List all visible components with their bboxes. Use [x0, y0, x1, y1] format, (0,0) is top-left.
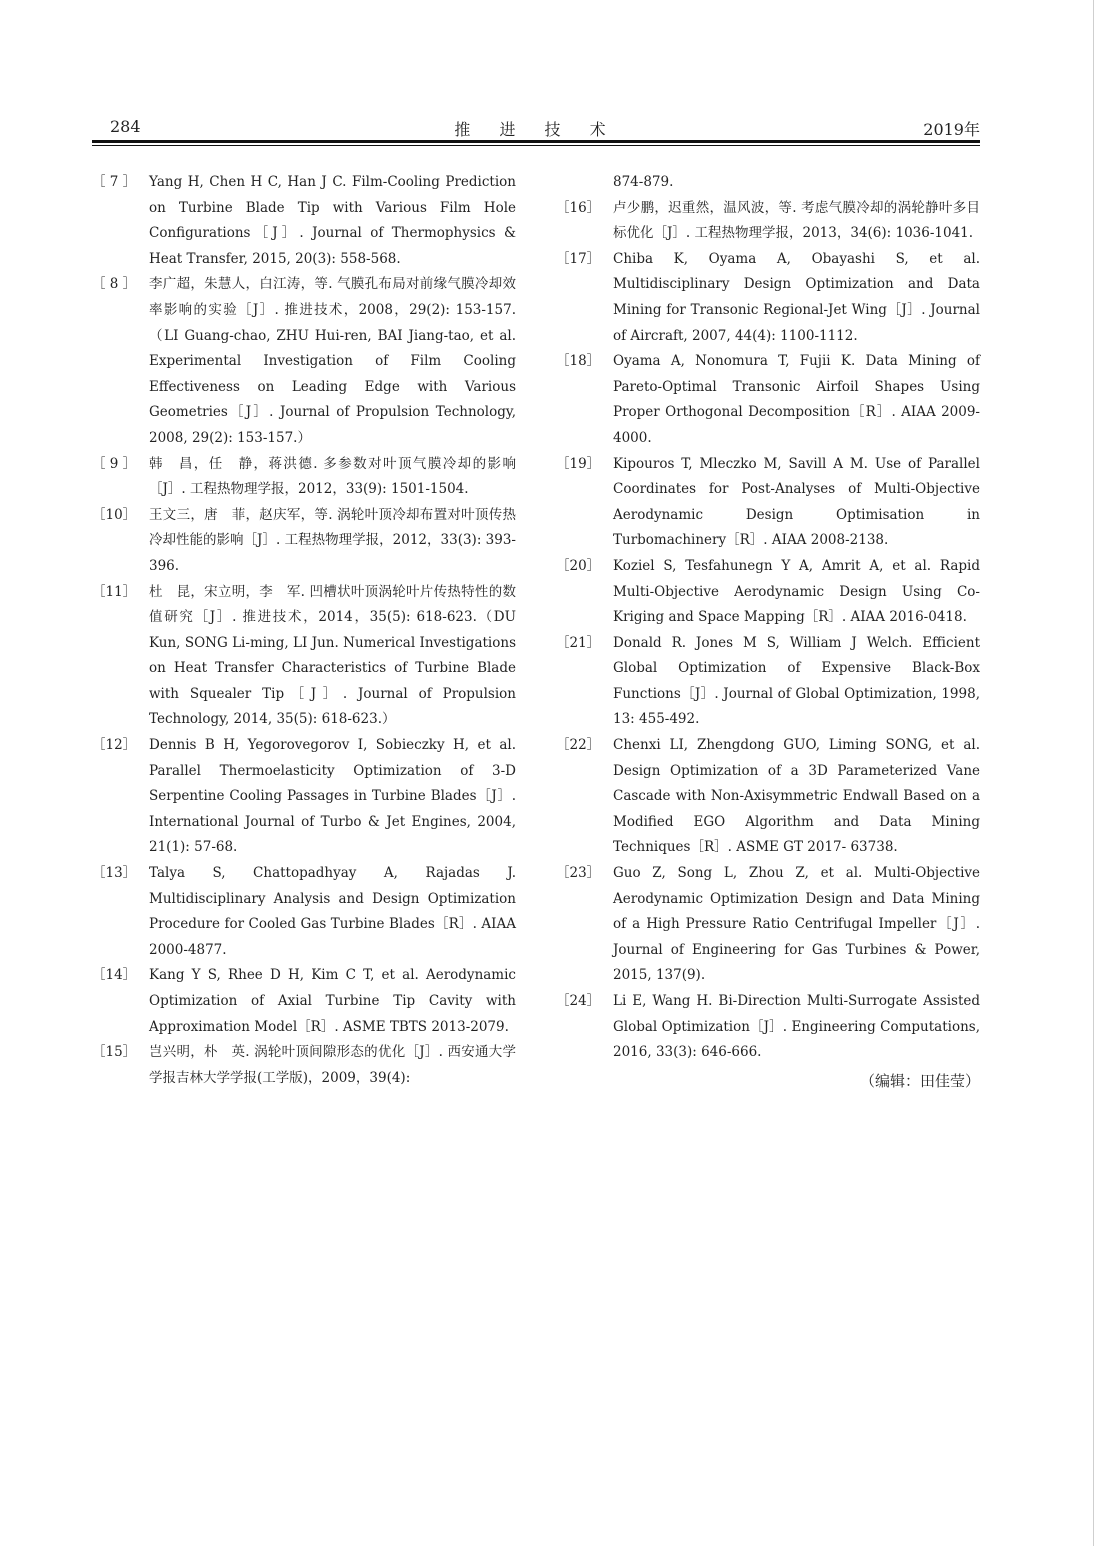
- reference-item: [92, 1040, 516, 1091]
- journal-title: 推 进 技 术: [454, 120, 618, 139]
- reference-number: ［23］: [556, 865, 601, 882]
- header-rule-thin: [92, 145, 980, 146]
- reference-text: Chenxi LI, Zhengdong GUO, Liming SONG, et al. Design Optimization of a 3D Parameterized Vane Cascade with Non-Axisymmetric Endwall Based on a Modified EGO Algorithm and Data Mining Techniques［R］. ASME GT 2017- 63738.: [613, 737, 980, 856]
- reference-text: Talya S, Chattopadhyay A, Rajadas J. Multidisciplinary Analysis and Design Optimization Procedure for Cooled Gas Turbine Blades［R］. AIAA 2000-4877.: [149, 865, 516, 958]
- reference-text: 杜 昆，宋立明，李 军. 凹槽状叶顶涡轮叶片传热特性的数值研究［J］. 推进技术，2014，35(5): 618-623.（DU Kun, SONG Li-ming, LI Jun. Numerical Investigations on Heat Transfer Characteristics of Turbine Blade with Squealer Tip［J］. Journal of Propulsion Technology, 2014, 35(5): 618-623.）: [149, 583, 516, 728]
- reference-item: [556, 554, 980, 631]
- reference-text: Chiba K, Oyama A, Obayashi S, et al. Multidisciplinary Design Optimization and Data Mining for Transonic Regional-Jet Wing［J］. Journal of Aircraft, 2007, 44(4): 1100-1112.: [613, 250, 980, 344]
- reference-number: ［20］: [556, 557, 601, 574]
- reference-text: 卢少鹏，迟重然，温风波，等. 考虑气膜冷却的涡轮静叶多目标优化［J］. 工程热物理学报，2013，34(6): 1036-1041.: [613, 199, 980, 242]
- reference-text: Oyama A, Nonomura T, Fujii K. Data Mining of Pareto-Optimal Transonic Airfoil Shapes Using Proper Orthogonal Decomposition［R］. AIAA 2009-4000.: [613, 353, 980, 446]
- reference-number: ［17］: [556, 250, 601, 267]
- reference-text: 874-879.: [613, 174, 674, 190]
- reference-text: Donald R. Jones M S, William J Welch. Efficient Global Optimization of Expensive Black-Box Functions［J］. Journal of Global Optimization, 1998, 13: 455-492.: [613, 634, 980, 728]
- reference-number: ［12］: [92, 737, 137, 754]
- reference-number: ［24］: [556, 993, 601, 1009]
- left-column: [92, 170, 516, 1091]
- reference-item: [92, 272, 516, 451]
- page-number: 284: [110, 117, 141, 136]
- reference-number: ［19］: [556, 455, 601, 472]
- reference-item: [92, 733, 516, 861]
- reference-number: ［16］: [556, 199, 601, 216]
- running-header: [92, 114, 980, 138]
- reference-text: 李广超，朱慧人，白江涛，等. 气膜孔布局对前缘气膜冷却效率影响的实验［J］. 推进技术，2008，29(2): 153-157.（LI Guang-chao, ZHU Hui-ren, BAI Jiang-tao, et al. Experimental Investigation of Film Cooling Effectiveness on Leading Edge with Various Geometries［J］. Journal of Propulsion Technology, 2008, 29(2): 153-157.）: [149, 276, 516, 446]
- reference-number: ［10］: [92, 506, 137, 523]
- header-rule-thick: [92, 140, 980, 143]
- reference-number: ［ 8 ］: [92, 276, 137, 293]
- reference-text: Guo Z, Song L, Zhou Z, et al. Multi-Objective Aerodynamic Optimization Design and Data Mining of a High Pressure Ratio Centrifugal Impeller［J］. Journal of Engineering for Gas Turbines & Power, 2015, 137(9).: [613, 865, 980, 984]
- reference-item: [556, 861, 980, 989]
- reference-number: ［14］: [92, 967, 137, 984]
- reference-text: 韩 昌，任 静，蒋洪德. 多参数对叶顶气膜冷却的影响［J］. 工程热物理学报，2012，33(9): 1501-1504.: [149, 455, 516, 498]
- reference-item: [556, 247, 980, 349]
- reference-number: ［22］: [556, 737, 601, 754]
- reference-text: 王文三，唐 菲，赵庆军，等. 涡轮叶顶冷却布置对叶顶传热冷却性能的影响［J］. 工程热物理学报，2012，33(3): 393-396.: [149, 506, 516, 574]
- reference-number: ［21］: [556, 634, 601, 651]
- reference-number: ［ 9 ］: [92, 455, 137, 472]
- reference-item: [92, 963, 516, 1040]
- reference-item: [92, 503, 516, 580]
- reference-text: Dennis B H, Yegorovegorov I, Sobieczky H, et al. Parallel Thermoelasticity Optimization of 3-D Serpentine Cooling Passages in Turbine Blades［J］. International Journal of Turbo & Jet Engines, 2004, 21(1): 57-68.: [149, 737, 516, 856]
- reference-item: [556, 989, 980, 1066]
- right-column: [556, 170, 980, 1094]
- reference-text: Li E, Wang H. Bi-Direction Multi-Surrogate Assisted Global Optimization［J］. Engineering Computations, 2016, 33(3): 646-666.: [613, 993, 980, 1061]
- reference-number: ［13］: [92, 865, 137, 882]
- reference-item: [556, 733, 980, 861]
- issue-year: 2019年: [923, 120, 980, 139]
- page-edge: [1093, 0, 1094, 1546]
- reference-item: [556, 349, 980, 451]
- reference-item: [92, 580, 516, 734]
- reference-text: Kang Y S, Rhee D H, Kim C T, et al. Aerodynamic Optimization of Axial Turbine Tip Cavity with Approximation Model［R］. ASME TBTS 2013-2079.: [149, 967, 516, 1035]
- reference-text: 岂兴明，朴 英. 涡轮叶顶间隙形态的优化［J］. 西安通大学学报吉林大学学报(工学版)，2009，39(4):: [149, 1044, 516, 1086]
- reference-item: [556, 452, 980, 554]
- reference-number: ［18］: [556, 353, 601, 370]
- reference-number: ［ 7 ］: [92, 174, 137, 190]
- editor-credit: （编辑：田佳莹）: [859, 1071, 980, 1090]
- reference-item: [92, 452, 516, 503]
- reference-item: [92, 861, 516, 963]
- reference-number: ［11］: [92, 583, 137, 600]
- reference-item: [92, 170, 516, 272]
- reference-number: ［15］: [92, 1044, 137, 1061]
- reference-item: [556, 196, 980, 247]
- reference-item: [556, 631, 980, 733]
- reference-continuation: [556, 170, 980, 196]
- reference-text: Yang H, Chen H C, Han J C. Film-Cooling Prediction on Turbine Blade Tip with Various Film Hole Configurations［J］. Journal of Thermophysics & Heat Transfer, 2015, 20(3): 558-568.: [149, 174, 516, 267]
- reference-text: Kipouros T, Mleczko M, Savill A M. Use of Parallel Coordinates for Post-Analyses of Multi-Objective Aerodynamic Design Optimisation in Turbomachinery［R］. AIAA 2008-2138.: [613, 455, 980, 549]
- reference-text: Koziel S, Tesfahunegn Y A, Amrit A, et al. Rapid Multi-Objective Aerodynamic Design Using Co-Kriging and Space Mapping［R］. AIAA 2016-0418.: [613, 557, 980, 626]
